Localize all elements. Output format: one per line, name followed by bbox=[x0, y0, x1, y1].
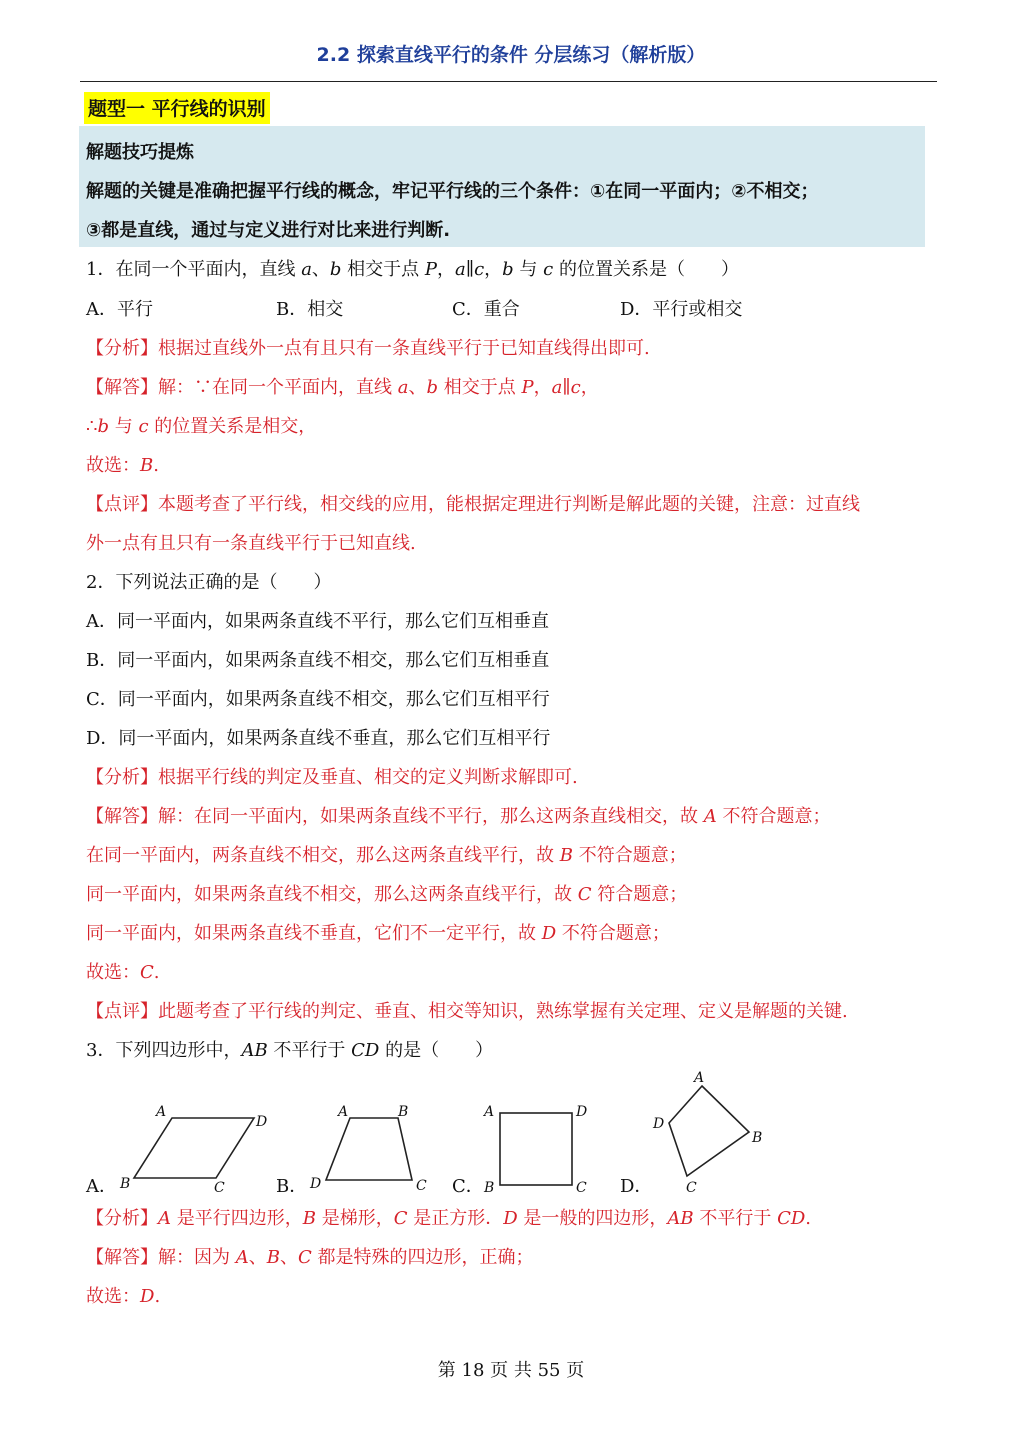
q3-figure-a bbox=[112, 1070, 282, 1204]
tips-heading: 解题技巧提炼 bbox=[86, 142, 194, 163]
quadrilateral-shape bbox=[669, 1086, 749, 1176]
fig-b-label-c: C bbox=[416, 1178, 427, 1194]
q1-therefore: ∴b 与 c 的位置关系是相交， bbox=[86, 416, 317, 437]
q2-stem: 2．下列说法正确的是（ ） bbox=[86, 572, 332, 593]
fig-d-label-a: A bbox=[694, 1070, 705, 1086]
fig-d-label-c: C bbox=[686, 1180, 697, 1196]
q1-solution: 【解答】解：∵在同一个平面内，直线 a、b 相交于点 P，a∥c， bbox=[86, 377, 599, 398]
trapezoid-shape bbox=[326, 1118, 412, 1180]
q1-comment-2: 外一点有且只有一条直线平行于已知直线. bbox=[86, 533, 416, 554]
section-type-label: 题型一 平行线的识别 bbox=[84, 92, 270, 124]
q3-fig-a-option: A． bbox=[86, 1176, 117, 1197]
fig-d-label-d: D bbox=[653, 1116, 665, 1132]
q3-fig-b-option: B． bbox=[276, 1176, 308, 1197]
fig-b-label-d: D bbox=[310, 1176, 322, 1192]
q1-option-b: B．相交 bbox=[276, 299, 344, 320]
fig-c-label-a: A bbox=[484, 1104, 495, 1120]
fig-a-label-a: A bbox=[156, 1104, 167, 1120]
fig-c-label-d: D bbox=[576, 1104, 588, 1120]
q2-analysis: 【分析】根据平行线的判定及垂直、相交的定义判断求解即可. bbox=[86, 767, 578, 788]
q1-choice: 故选：B. bbox=[86, 455, 159, 476]
q1-comment-1: 【点评】本题考查了平行线，相交线的应用，能根据定理进行判断是解此题的关键，注意：过直线 bbox=[86, 494, 860, 515]
fig-a-label-b: B bbox=[120, 1176, 131, 1192]
q3-solution: 【解答】解：因为 A、B、C 都是特殊的四边形，正确； bbox=[86, 1247, 534, 1268]
q3-choice: 故选：D. bbox=[86, 1286, 161, 1307]
fig-a-label-c: C bbox=[214, 1180, 225, 1196]
fig-a-label-d: D bbox=[256, 1114, 268, 1130]
q3-fig-d-option: D． bbox=[620, 1176, 653, 1197]
q3-analysis: 【分析】A 是平行四边形，B 是梯形，C 是正方形．D 是一般的四边形，AB 不平行于 CD. bbox=[86, 1208, 812, 1229]
fig-b-label-a: A bbox=[338, 1104, 349, 1120]
q2-option-b: B．同一平面内，如果两条直线不相交，那么它们互相垂直 bbox=[86, 650, 550, 671]
q3-figure-d bbox=[650, 1070, 780, 1204]
q2-solution-2: 在同一平面内，两条直线不相交，那么这两条直线平行，故 B 不符合题意； bbox=[86, 845, 687, 866]
q2-option-a: A．同一平面内，如果两条直线不平行，那么它们互相垂直 bbox=[86, 611, 549, 632]
q3-figure-b bbox=[300, 1070, 440, 1204]
q3-stem: 3．下列四边形中，AB 不平行于 CD 的是（ ） bbox=[86, 1040, 494, 1061]
tips-line-1: 解题的关键是准确把握平行线的概念，牢记平行线的三个条件：①在同一平面内；②不相交； bbox=[86, 181, 819, 202]
q2-option-c: C．同一平面内，如果两条直线不相交，那么它们互相平行 bbox=[86, 689, 550, 710]
header-divider bbox=[80, 81, 937, 82]
q1-analysis: 【分析】根据过直线外一点有且只有一条直线平行于已知直线得出即可. bbox=[86, 338, 650, 359]
q1-option-d: D．平行或相交 bbox=[620, 299, 743, 320]
q1-stem: 1．在同一个平面内，直线 a、b 相交于点 P，a∥c，b 与 c 的位置关系是（ ） bbox=[86, 259, 739, 280]
q2-solution-3: 同一平面内，如果两条直线不相交，那么这两条直线平行，故 C 符合题意； bbox=[86, 884, 688, 905]
q3-figure-c bbox=[480, 1070, 600, 1204]
q2-option-d: D．同一平面内，如果两条直线不垂直，那么它们互相平行 bbox=[86, 728, 551, 749]
square-shape bbox=[500, 1113, 572, 1185]
parallelogram-shape bbox=[134, 1118, 254, 1178]
page-number: 第 18 页 共 55 页 bbox=[437, 1360, 585, 1381]
q1-option-c: C．重合 bbox=[452, 299, 520, 320]
q2-solution-4: 同一平面内，如果两条直线不垂直，它们不一定平行，故 D 不符合题意； bbox=[86, 923, 670, 944]
fig-d-label-b: B bbox=[752, 1130, 763, 1146]
tips-line-2: ③都是直线，通过与定义进行对比来进行判断. bbox=[86, 220, 451, 241]
q2-solution-1: 【解答】解：在同一平面内，如果两条直线不平行，那么这两条直线相交，故 A 不符合题意； bbox=[86, 806, 831, 827]
fig-c-label-c: C bbox=[576, 1180, 587, 1196]
q2-choice: 故选：C. bbox=[86, 962, 160, 983]
fig-b-label-b: B bbox=[398, 1104, 409, 1120]
page-title: 2.2 探索直线平行的条件 分层练习（解析版） bbox=[316, 44, 706, 66]
fig-c-label-b: B bbox=[484, 1180, 495, 1196]
q2-comment: 【点评】此题考查了平行线的判定、垂直、相交等知识，熟练掌握有关定理、定义是解题的关键. bbox=[86, 1001, 848, 1022]
q1-option-a: A．平行 bbox=[86, 299, 153, 320]
q3-fig-c-option: C． bbox=[452, 1176, 484, 1197]
